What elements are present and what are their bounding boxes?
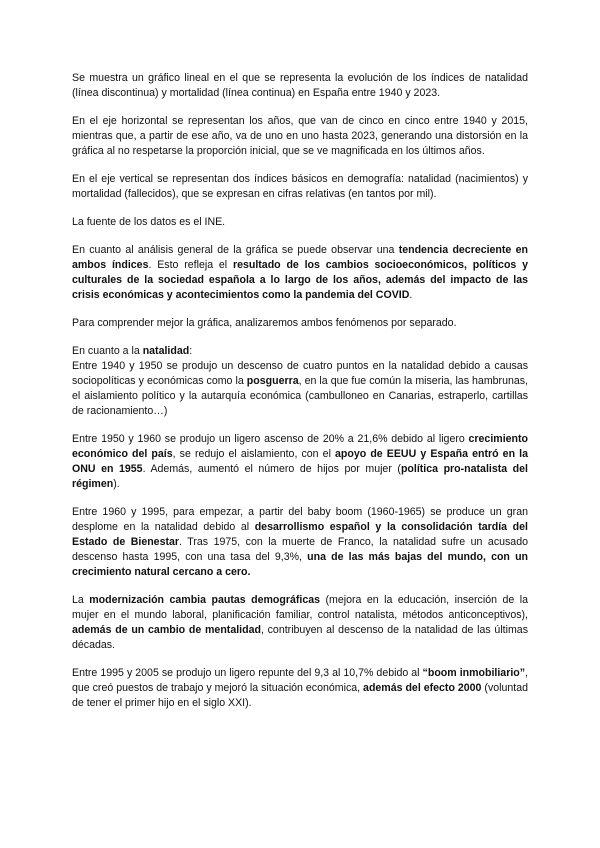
body-text: En el eje horizontal se representan los años, que van de cinco en cinco entre 1940 y 2015, mientras que, a partir de ese año, va de uno en uno hasta 2023, generando una distorsión en la gráfica al no respetarse la proporción inicial, que se ve magnificada en los últimos años.: [72, 115, 528, 157]
body-text: . Además, aumentó el número de hijos por mujer (: [142, 463, 401, 475]
body-text: , contribuyen al descenso de la natalidad de las últimas décadas.: [72, 624, 528, 651]
bold-text: “boom inmobiliario”: [422, 667, 526, 679]
bold-text: desarrollismo español y la consolidación tardía del Estado de Bienestar: [72, 521, 528, 548]
body-text: . Tras 1975, con la muerte de Franco, la natalidad sufre un acusado descenso hasta 1995, con una tasa del 9,3%,: [72, 536, 528, 563]
body-text: Entre 1950 y 1960 se produjo un ligero ascenso de 20% a 21,6% debido al ligero: [72, 433, 469, 445]
body-text: Para comprender mejor la gráfica, analizaremos ambos fenómenos por separado.: [72, 317, 457, 329]
paragraph-9: [72, 505, 528, 580]
body-text: , se redujo el aislamiento, con el: [172, 448, 336, 460]
bold-text: una de las más bajas del mundo, con un crecimiento natural cercano a cero.: [72, 551, 529, 578]
body-text: :: [189, 345, 193, 357]
paragraph-7: [72, 344, 528, 419]
body-text: (voluntad de tener el primer hijo en el siglo XXI).: [72, 682, 528, 709]
body-text: . Esto refleja el: [148, 259, 233, 271]
paragraph-1: [72, 71, 528, 101]
bold-text: resultado de los cambios socioeconómicos, políticos y culturales de la sociedad española a lo largo de los años, además del impacto de las crisis económicas y acontecimientos como la pandemia del COVID: [72, 259, 529, 301]
body-text: Se muestra un gráfico lineal en el que se representa la evolución de los índices de natalidad (línea discontinua) y mortalidad (línea continua) en España entre 1940 y 2023.: [72, 72, 528, 99]
body-text: Entre 1995 y 2005 se produjo un ligero repunte del 9,3 al 10,7% debido al: [72, 667, 423, 679]
body-text: ).: [113, 478, 120, 490]
bold-text: política pro-natalista del régimen: [72, 463, 528, 490]
bold-text: además de un cambio de mentalidad: [72, 624, 261, 636]
body-text: La: [72, 594, 90, 606]
bold-text: crecimiento económico del país: [72, 433, 528, 460]
document-body: [72, 71, 528, 724]
paragraph-10: [72, 593, 528, 653]
body-text: En cuanto a la: [72, 345, 143, 357]
body-text: , en la que fue común la miseria, las hambrunas, el aislamiento político y la autarquía económica (cambulloneo en Canarias, estraperlo, cartillas de racionamiento…): [72, 375, 528, 417]
body-text: , que creó puestos de trabajo y mejoró la situación económica,: [72, 667, 528, 694]
body-text: En cuanto al análisis general de la gráfica se puede observar una: [72, 244, 399, 256]
bold-text: tendencia decreciente en ambos índices: [72, 244, 528, 271]
bold-text: modernización cambia pautas demográficas: [89, 594, 321, 606]
body-text: .: [409, 289, 413, 301]
paragraph-6: [72, 316, 528, 331]
bold-text: apoyo de EEUU y España entró en la ONU en 1955: [72, 448, 528, 475]
body-text: Entre 1960 y 1995, para empezar, a partir del baby boom (1960-1965) se produce un gran desplome en la natalidad debido al: [72, 506, 528, 533]
body-text: Entre 1940 y 1950 se produjo un descenso de cuatro puntos en la natalidad debido a causas sociopolíticas y económicas como la: [72, 360, 528, 387]
paragraph-2: [72, 114, 528, 159]
paragraph-3: [72, 172, 528, 202]
paragraph-8: [72, 432, 528, 492]
body-text: En el eje vertical se representan dos índices básicos en demografía: natalidad (nacimientos) y mortalidad (fallecidos), que se expresan en cifras relativas (en tantos por mil).: [72, 173, 528, 200]
body-text: (mejora en la educación, inserción de la mujer en el mundo laboral, planificación familiar, control natalista, métodos anticonceptivos),: [72, 594, 528, 621]
paragraph-11: [72, 666, 528, 711]
bold-text: natalidad: [142, 345, 190, 357]
body-text: La fuente de los datos es el INE.: [72, 216, 226, 228]
bold-text: además del efecto 2000: [363, 682, 482, 694]
paragraph-5: [72, 243, 528, 303]
paragraph-4: [72, 215, 528, 230]
bold-text: posguerra: [246, 375, 299, 387]
